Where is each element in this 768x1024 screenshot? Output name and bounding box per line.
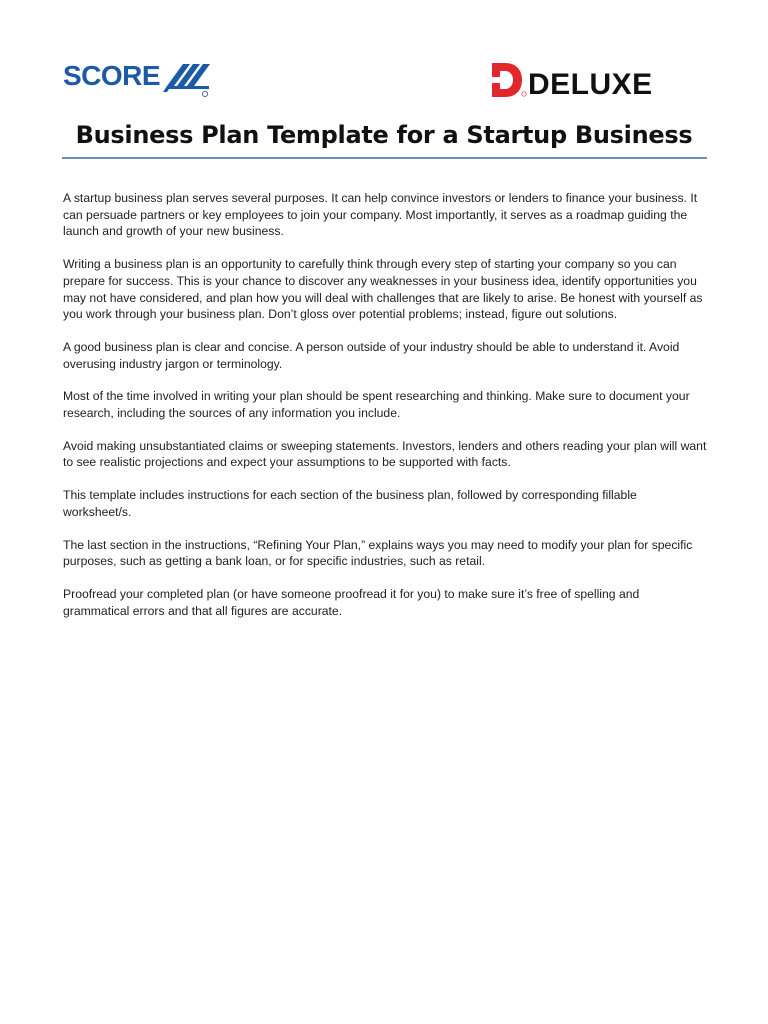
deluxe-d-icon: [491, 63, 522, 97]
paragraph-opportunity: Writing a business plan is an opportunity to carefully think through every step of starting your company so you can prepare for success. This is your chance to discover any weaknesses in your business idea, identify opportunities you may not have considered, and plan how you will deal with challenges that are likely to arise. Be honest with yourself as you work through your business plan. Don’t gloss over potential problems; instead, figure out solutions.: [63, 257, 703, 322]
registered-mark-icon: [202, 91, 207, 96]
paragraph-research: Most of the time involved in writing your plan should be spent researching and thinking. Make sure to document your research, including the sources of any information you include.: [63, 389, 690, 421]
document-body: [63, 190, 708, 635]
paragraph-template-structure: This template includes instructions for each section of the business plan, followed by corresponding fillable worksheet/s.: [63, 488, 637, 519]
registered-mark-icon: [522, 92, 526, 96]
paragraph-proofread: Proofread your completed plan (or have someone proofread it for you) to make sure it’s free of spelling and grammatical errors and that all figures are accurate.: [63, 586, 640, 618]
deluxe-logo: [491, 60, 669, 100]
score-logo: [63, 58, 213, 100]
deluxe-logo-text: DELUXE: [528, 68, 653, 100]
paragraph-purposes: A startup business plan serves several purposes. It can help convince investors or lenders to finance your business. It can persuade partners or key employees to join your company. Most importantly, it serves as a roadmap guiding the launch and growth of your new business.: [63, 191, 698, 239]
score-logo-text: SCORE: [63, 60, 161, 91]
title-divider: [62, 157, 707, 159]
page-title: Business Plan Template for a Startup Business: [75, 121, 693, 149]
paragraph-claims: Avoid making unsubstantiated claims or sweeping statements. Investors, lenders and others reading your plan will want to see realistic projections and expect your assumptions to be supported with facts.: [63, 438, 707, 470]
score-stripes-icon: [163, 64, 210, 92]
paragraph-refining: The last section in the instructions, “Refining Your Plan,” explains ways you may need to modify your plan for specific purposes, such as getting a bank loan, or for specific industries, such as retail.: [63, 537, 693, 569]
paragraph-clear-concise: A good business plan is clear and concise. A person outside of your industry should be able to understand it. Avoid overusing industry jargon or terminology.: [63, 339, 680, 371]
